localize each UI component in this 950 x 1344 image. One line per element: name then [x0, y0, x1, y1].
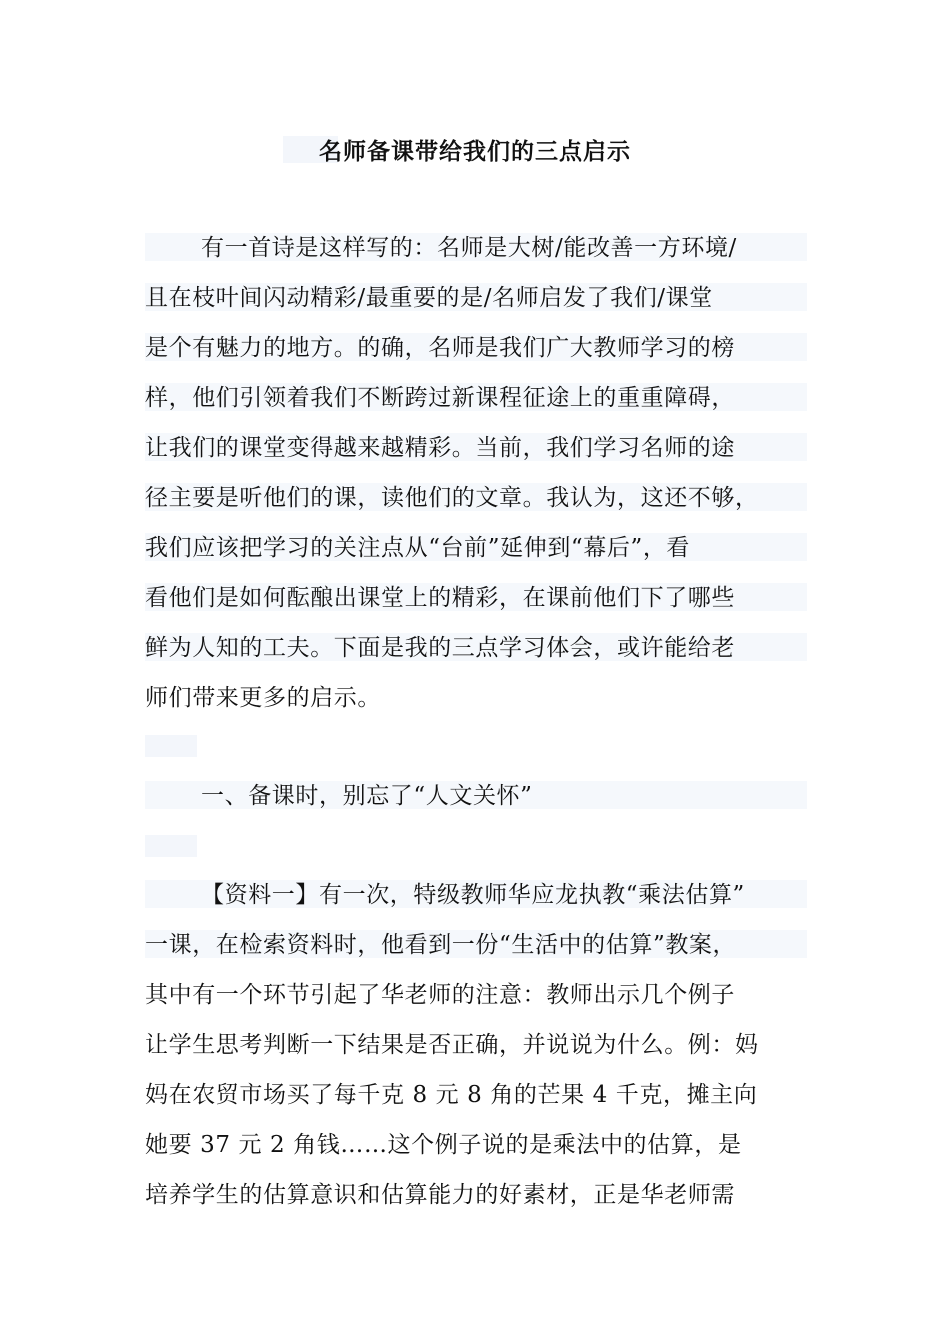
text-line: 且在枝叶间闪动精彩/最重要的是/名师启发了我们/课堂	[145, 273, 807, 323]
text-line: 一课，在检索资料时，他看到一份“生活中的估算”教案，	[145, 920, 807, 970]
text-line: 样，他们引领着我们不断跨过新课程征途上的重重障碍，	[145, 373, 807, 423]
section-heading-block	[145, 771, 807, 821]
text-line: 妈在农贸市场买了每千克 8 元 8 角的芒果 4 千克，摊主向	[145, 1082, 758, 1108]
text-line: 她要 37 元 2 角钱……这个例子说的是乘法中的估算，是	[145, 1132, 742, 1158]
intro-paragraph	[145, 223, 807, 723]
text-line: 【资料一】有一次，特级教师华应龙执教“乘法估算”	[145, 870, 807, 920]
document-title: 名师备课带给我们的三点启示	[319, 138, 631, 165]
blank-line-highlight	[145, 835, 197, 857]
material-paragraph	[145, 870, 807, 1220]
text-line: 鲜为人知的工夫。下面是我的三点学习体会，或许能给老	[145, 623, 807, 673]
text-line: 让我们的课堂变得越来越精彩。当前，我们学习名师的途	[145, 423, 807, 473]
text-line: 师们带来更多的启示。	[145, 685, 381, 711]
text-line: 其中有一个环节引起了华老师的注意：教师出示几个例子	[145, 982, 735, 1008]
text-line: 是个有魅力的地方。的确，名师是我们广大教师学习的榜	[145, 323, 807, 373]
text-line: 径主要是听他们的课，读他们的文章。我认为，这还不够，	[145, 473, 807, 523]
text-line: 看他们是如何酝酿出课堂上的精彩，在课前他们下了哪些	[145, 573, 807, 623]
section-heading: 一、备课时，别忘了“人文关怀”	[145, 771, 807, 821]
text-line: 培养学生的估算意识和估算能力的好素材，正是华老师需	[145, 1182, 735, 1208]
text-line: 有一首诗是这样写的：名师是大树/能改善一方环境/	[145, 223, 807, 273]
text-line: 让学生思考判断一下结果是否正确，并说说为什么。例：妈	[145, 1032, 759, 1058]
text-line: 我们应该把学习的关注点从“台前”延伸到“幕后”，看	[145, 523, 807, 573]
blank-line-highlight	[145, 735, 197, 757]
